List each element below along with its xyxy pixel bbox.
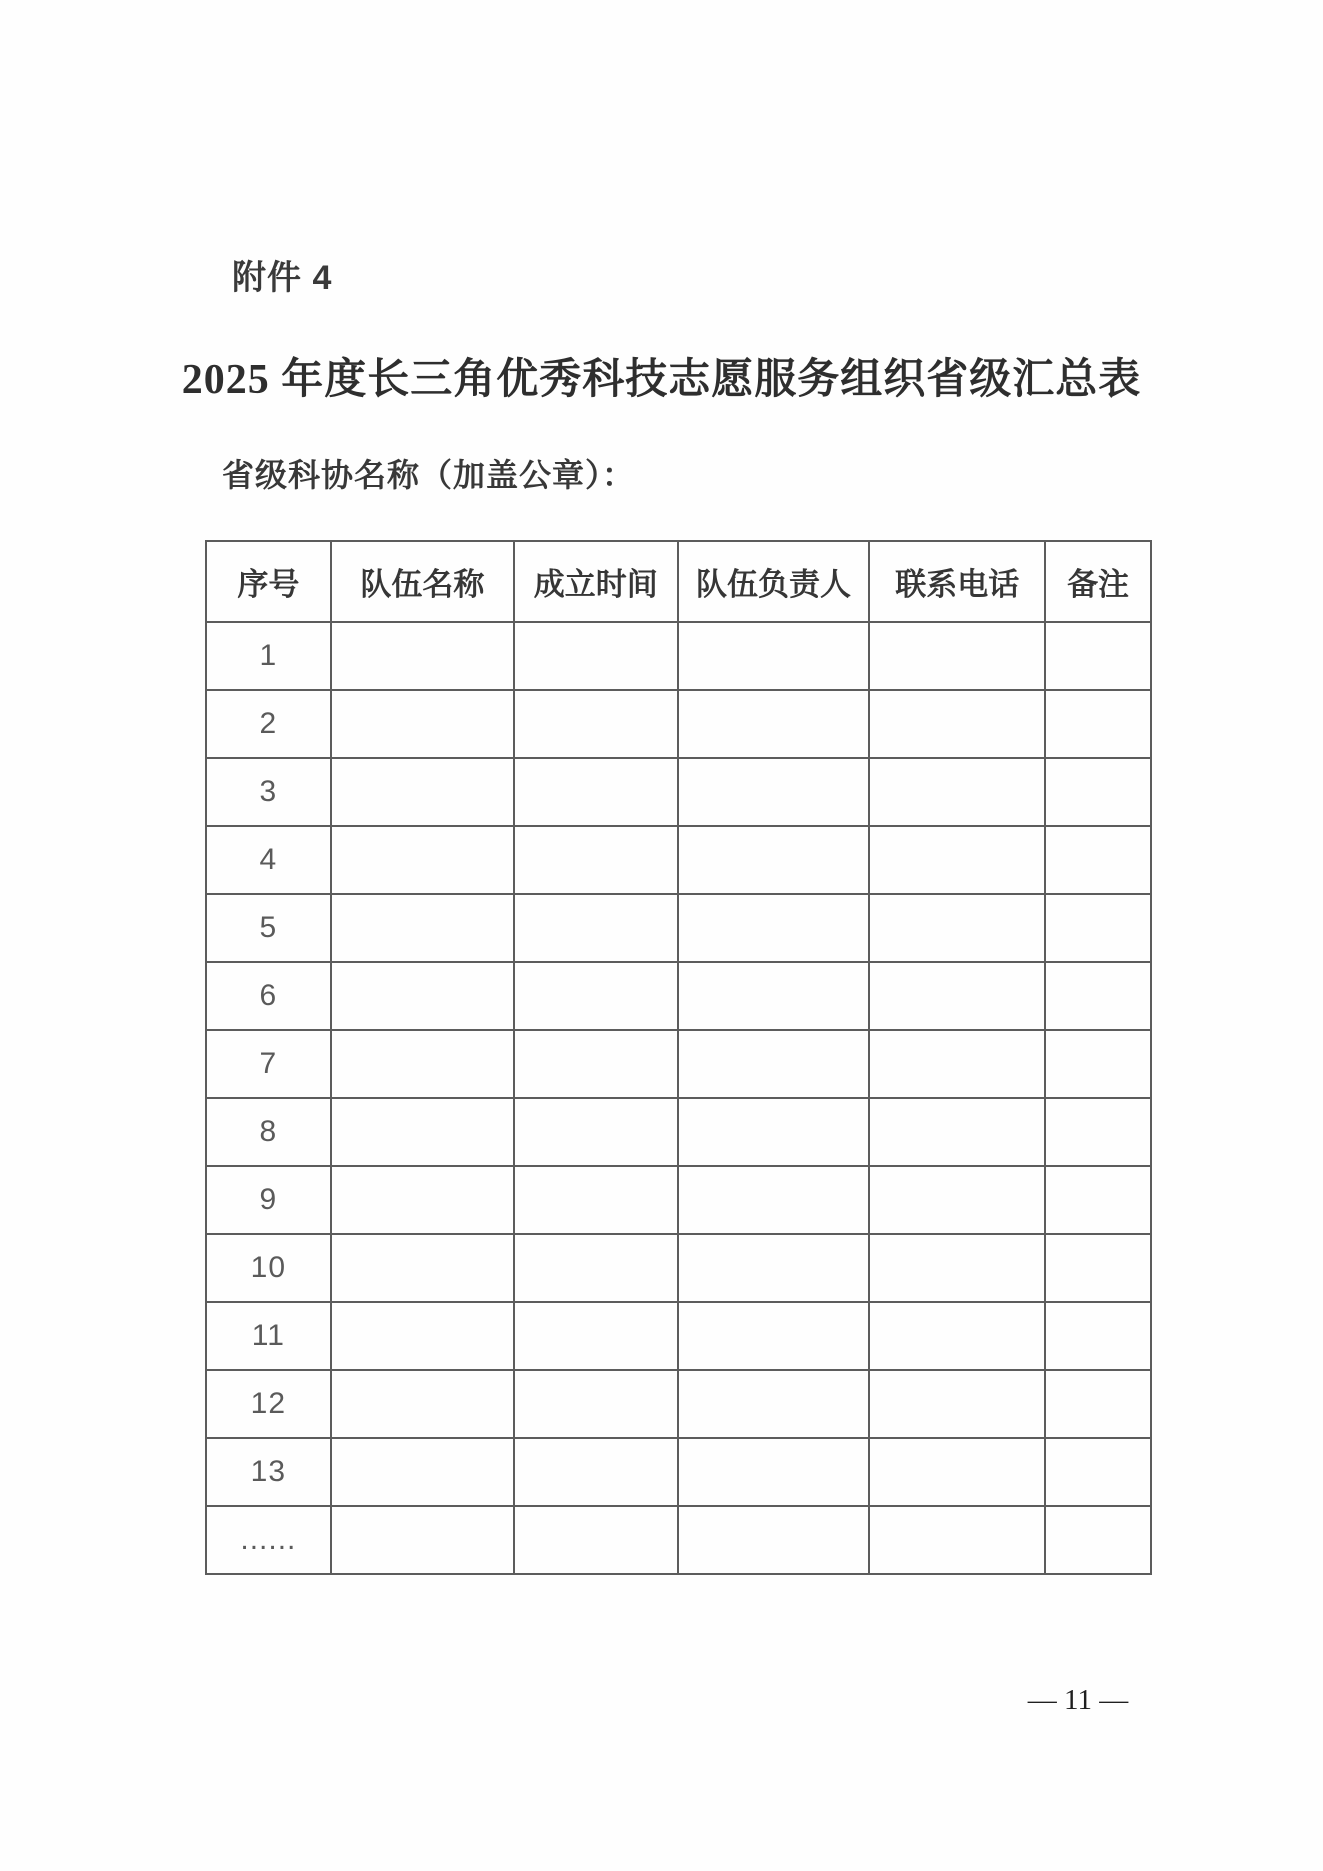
empty-cell [514,1506,677,1574]
empty-cell [514,1166,677,1234]
org-name-field-label: 省级科协名称（加盖公章）： [222,457,636,493]
column-header-phone: 联系电话 [869,541,1045,622]
empty-cell [331,1098,514,1166]
table-row [206,1506,1151,1574]
empty-cell [678,1166,870,1234]
table-row [206,690,1151,758]
row-number-cell: 6 [206,962,331,1030]
empty-cell [678,1438,870,1506]
empty-cell [331,826,514,894]
empty-cell [514,894,677,962]
table-row [206,1234,1151,1302]
empty-cell [331,1302,514,1370]
empty-cell [331,894,514,962]
row-number-cell: 3 [206,758,331,826]
table-row [206,962,1151,1030]
empty-cell [514,1098,677,1166]
empty-cell [1045,622,1151,690]
empty-cell [678,826,870,894]
empty-cell [514,758,677,826]
table-row [206,894,1151,962]
empty-cell [514,690,677,758]
summary-table [205,540,1152,1575]
empty-cell [331,962,514,1030]
empty-cell [1045,1098,1151,1166]
empty-cell [678,758,870,826]
empty-cell [869,1370,1045,1438]
table-header-row [206,541,1151,622]
empty-cell [1045,1370,1151,1438]
empty-cell [514,1438,677,1506]
empty-cell [869,690,1045,758]
empty-cell [1045,894,1151,962]
empty-cell [869,1166,1045,1234]
attachment-label: 附件 4 [232,259,333,297]
empty-cell [331,690,514,758]
empty-cell [678,962,870,1030]
column-header-team-leader: 队伍负责人 [678,541,870,622]
row-number-cell: 8 [206,1098,331,1166]
row-number-cell: 2 [206,690,331,758]
empty-cell [514,622,677,690]
empty-cell [678,1506,870,1574]
empty-cell [1045,1030,1151,1098]
table-row [206,758,1151,826]
empty-cell [678,1098,870,1166]
empty-cell [869,1302,1045,1370]
empty-cell [331,1234,514,1302]
table-row [206,622,1151,690]
column-header-founded-date: 成立时间 [514,541,677,622]
row-number-cell: 11 [206,1302,331,1370]
column-header-remarks: 备注 [1045,541,1151,622]
column-header-team-name: 队伍名称 [331,541,514,622]
empty-cell [514,1234,677,1302]
empty-cell [678,622,870,690]
page-title: 2025 年度长三角优秀科技志愿服务组织省级汇总表 [181,357,1142,403]
row-number-cell: 13 [206,1438,331,1506]
table-row [206,1438,1151,1506]
row-number-cell: 9 [206,1166,331,1234]
empty-cell [331,1438,514,1506]
empty-cell [514,962,677,1030]
row-number-cell: ...... [206,1506,331,1574]
empty-cell [331,1166,514,1234]
empty-cell [514,826,677,894]
empty-cell [1045,758,1151,826]
empty-cell [514,1302,677,1370]
table-row [206,1030,1151,1098]
row-number-cell: 12 [206,1370,331,1438]
empty-cell [678,894,870,962]
page-number: — 11 — [1027,1684,1129,1716]
empty-cell [678,1030,870,1098]
empty-cell [678,690,870,758]
row-number-cell: 5 [206,894,331,962]
empty-cell [1045,1506,1151,1574]
empty-cell [514,1370,677,1438]
empty-cell [678,1302,870,1370]
empty-cell [1045,1438,1151,1506]
empty-cell [869,894,1045,962]
empty-cell [514,1030,677,1098]
empty-cell [678,1234,870,1302]
empty-cell [869,758,1045,826]
empty-cell [331,758,514,826]
empty-cell [869,1030,1045,1098]
empty-cell [1045,1234,1151,1302]
empty-cell [1045,1166,1151,1234]
empty-cell [331,1030,514,1098]
table-row [206,826,1151,894]
empty-cell [869,962,1045,1030]
empty-cell [331,622,514,690]
empty-cell [869,622,1045,690]
empty-cell [869,1506,1045,1574]
empty-cell [1045,962,1151,1030]
empty-cell [1045,690,1151,758]
row-number-cell: 10 [206,1234,331,1302]
empty-cell [331,1370,514,1438]
empty-cell [869,826,1045,894]
row-number-cell: 7 [206,1030,331,1098]
row-number-cell: 1 [206,622,331,690]
empty-cell [869,1234,1045,1302]
table-row [206,1166,1151,1234]
table-body [206,622,1151,1574]
empty-cell [869,1438,1045,1506]
empty-cell [331,1506,514,1574]
empty-cell [1045,1302,1151,1370]
column-header-index: 序号 [206,541,331,622]
empty-cell [869,1098,1045,1166]
row-number-cell: 4 [206,826,331,894]
empty-cell [1045,826,1151,894]
empty-cell [678,1370,870,1438]
table-row [206,1302,1151,1370]
table-row [206,1370,1151,1438]
table-row [206,1098,1151,1166]
